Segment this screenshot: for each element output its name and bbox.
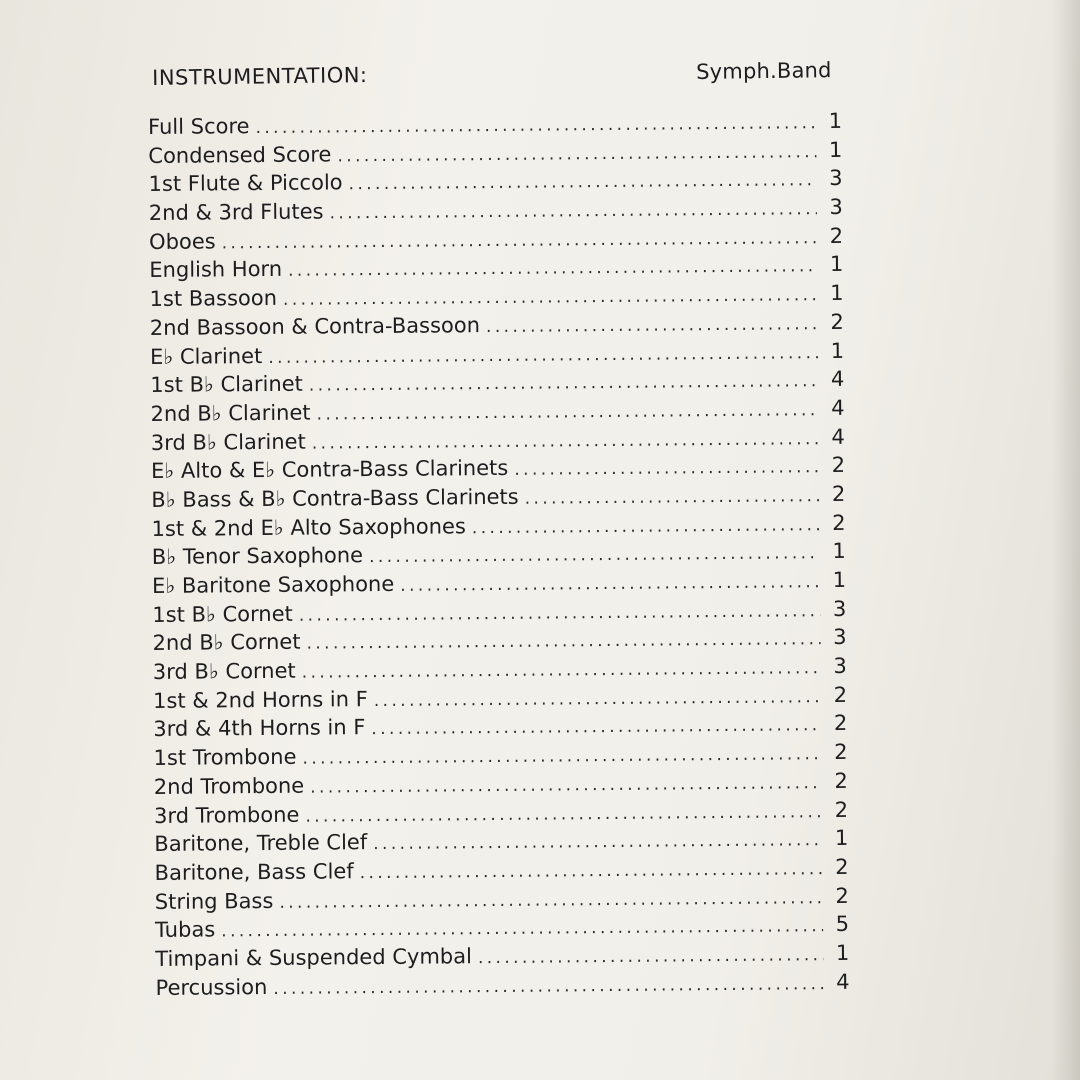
- dot-leader: [317, 400, 819, 424]
- part-quantity: 2: [833, 682, 848, 707]
- part-name: Full Score: [148, 114, 250, 139]
- dot-leader: [309, 371, 819, 395]
- part-quantity: 2: [833, 711, 848, 736]
- part-quantity: 4: [830, 367, 845, 392]
- part-quantity: 2: [829, 223, 844, 248]
- part-quantity: 2: [835, 883, 849, 908]
- part-name: Percussion: [155, 974, 268, 1000]
- part-name: Timpani & Suspended Cymbal: [155, 944, 472, 971]
- part-quantity: 1: [828, 108, 843, 134]
- part-quantity: 1: [834, 826, 849, 851]
- part-quantity: 2: [831, 481, 846, 506]
- part-name: 3rd Trombone: [154, 802, 300, 828]
- part-name: 1st & 2nd E♭ Alto Saxophones: [151, 513, 466, 541]
- part-name: B♭ Tenor Saxophone: [151, 543, 364, 570]
- part-name: 3rd B♭ Clarinet: [150, 429, 306, 455]
- part-name: Condensed Score: [148, 142, 332, 168]
- part-quantity: 1: [835, 940, 850, 965]
- dot-leader: [349, 171, 817, 195]
- dot-leader: [369, 543, 820, 567]
- dot-leader: [273, 974, 823, 999]
- dot-leader: [221, 916, 823, 941]
- part-name: 2nd Bassoon & Contra-Bassoon: [149, 312, 481, 340]
- part-name: 1st B♭ Clarinet: [150, 371, 303, 398]
- dot-leader: [305, 802, 822, 827]
- part-name: Baritone, Treble Clef: [154, 830, 368, 857]
- part-quantity: 4: [831, 424, 845, 449]
- dot-leader: [329, 199, 816, 223]
- page-edge-shadow: [1052, 0, 1080, 1080]
- part-name: 2nd B♭ Cornet: [152, 630, 301, 656]
- part-quantity: 3: [832, 596, 847, 621]
- part-name: Baritone, Bass Clef: [154, 859, 354, 885]
- part-name: Oboes: [149, 229, 216, 254]
- part-name: 1st Trombone: [153, 744, 297, 771]
- dot-leader: [514, 457, 819, 480]
- dot-leader: [283, 285, 818, 310]
- dot-leader: [306, 630, 820, 654]
- dot-leader: [299, 601, 821, 626]
- part-name: 1st Bassoon: [149, 286, 278, 312]
- part-quantity: 1: [830, 281, 844, 306]
- dot-leader: [478, 945, 824, 968]
- part-name: 3rd B♭ Cornet: [152, 658, 296, 685]
- dot-leader: [525, 486, 820, 509]
- part-quantity: 1: [829, 252, 844, 277]
- part-quantity: 4: [836, 969, 850, 994]
- dot-leader: [312, 429, 819, 453]
- part-quantity: 3: [829, 166, 843, 191]
- part-quantity: 1: [830, 338, 845, 363]
- part-name: 2nd B♭ Clarinet: [150, 400, 311, 426]
- dot-leader: [255, 113, 816, 138]
- dot-leader: [288, 257, 817, 282]
- part-quantity: 3: [829, 195, 843, 220]
- part-name: 1st Flute & Piccolo: [148, 170, 343, 197]
- part-name: E♭ Baritone Saxophone: [152, 571, 395, 598]
- part-quantity: 4: [831, 395, 845, 420]
- dot-leader: [472, 515, 820, 538]
- part-quantity: 2: [832, 510, 846, 535]
- part-name: B♭ Bass & B♭ Contra-Bass Clarinets: [151, 484, 519, 512]
- part-name: String Bass: [154, 888, 274, 914]
- part-name: 1st B♭ Cornet: [152, 601, 293, 627]
- dot-leader: [279, 888, 823, 913]
- part-quantity: 2: [834, 740, 848, 765]
- part-name: 3rd & 4th Horns in F: [153, 715, 366, 742]
- part-name: 2nd Trombone: [153, 773, 305, 799]
- part-quantity: 1: [832, 567, 847, 593]
- dot-leader: [310, 773, 822, 797]
- part-quantity: 3: [833, 653, 847, 679]
- part-name: Tubas: [155, 917, 216, 943]
- list-item: [156, 970, 850, 1005]
- part-name: E♭ Alto & E♭ Contra-Bass Clarinets: [151, 456, 509, 484]
- part-name: E♭ Clarinet: [150, 343, 263, 369]
- dot-leader: [371, 716, 821, 740]
- page-heading: INSTRUMENTATION:: [152, 62, 368, 90]
- part-quantity: 2: [834, 768, 848, 793]
- dot-leader: [302, 744, 821, 769]
- dot-leader: [374, 687, 821, 711]
- part-quantity: 2: [830, 309, 844, 334]
- dot-leader: [360, 859, 823, 883]
- part-name: 2nd & 3rd Flutes: [148, 199, 324, 226]
- part-quantity: 5: [835, 912, 850, 937]
- part-quantity: 1: [828, 137, 843, 162]
- edition-label: Symph.Band: [696, 58, 832, 84]
- part-quantity: 2: [834, 797, 849, 822]
- dot-leader: [302, 658, 821, 683]
- dot-leader: [400, 572, 820, 596]
- part-quantity: 2: [831, 453, 846, 478]
- dot-leader: [268, 343, 818, 368]
- dot-leader: [222, 228, 818, 253]
- part-name: 1st & 2nd Horns in F: [153, 686, 368, 713]
- instrumentation-list: [148, 109, 850, 1004]
- dot-leader: [337, 142, 816, 166]
- part-name: English Horn: [149, 257, 283, 283]
- part-quantity: 1: [832, 539, 846, 564]
- dot-leader: [486, 314, 818, 337]
- part-quantity: 3: [833, 625, 847, 650]
- part-quantity: 2: [835, 854, 849, 879]
- dot-leader: [373, 830, 822, 854]
